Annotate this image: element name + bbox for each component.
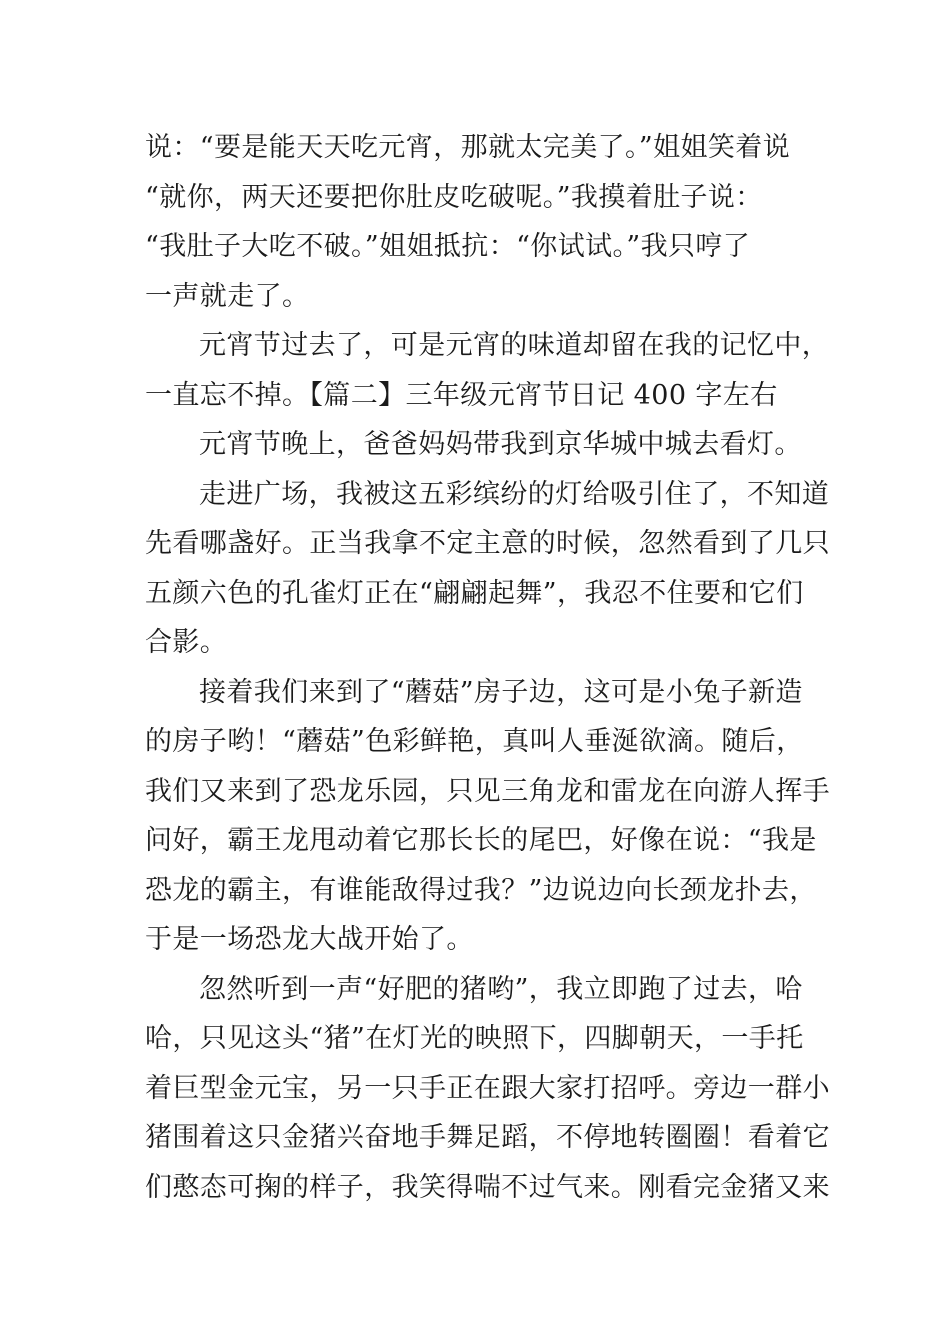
- text-line: 合影。: [145, 627, 228, 658]
- text-line: 问好，霸王龙甩动着它那长长的尾巴，好像在说：“我是: [145, 825, 817, 856]
- text-line: “我肚子大吃不破。”姐姐抵抗：“你试试。”我只哼了: [145, 231, 751, 262]
- body-text: [145, 123, 830, 1212]
- text-line: 们憨态可掬的样子，我笑得喘不过气来。刚看完金猪又来: [145, 1171, 830, 1203]
- text-line: 走进广场，我被这五彩缤纷的灯给吸引住了，不知道: [199, 478, 830, 510]
- text-line: 一直忘不掉。【篇二】三年级元宵节日记 400 字左右: [145, 379, 778, 411]
- text-line: 先看哪盏好。正当我拿不定主意的时候，忽然看到了几只: [145, 528, 830, 559]
- text-line: 恐龙的霸主，有谁能敌得过我？”边说边向长颈龙扑去，: [145, 874, 817, 906]
- text-line: 接着我们来到了“蘑菇”房子边，这可是小兔子新造: [199, 676, 803, 708]
- text-line: 说：“要是能天天吃元宵，那就太完美了。”姐姐笑着说: [145, 132, 791, 163]
- text-line: 五颜六色的孔雀灯正在“翩翩起舞”，我忍不住要和它们: [145, 577, 804, 609]
- text-line: 着巨型金元宝，另一只手正在跟大家打招呼。旁边一群小: [145, 1072, 830, 1104]
- text-line: 于是一场恐龙大战开始了。: [145, 924, 474, 955]
- text-line: 哈，只见这头“猪”在灯光的映照下，四脚朝天，一手托: [145, 1023, 804, 1054]
- text-line: “就你，两天还要把你肚皮吃破呢。”我摸着肚子说：: [145, 181, 763, 213]
- text-line: 元宵节晚上，爸爸妈妈带我到京华城中城去看灯。: [199, 429, 802, 460]
- text-line: 忽然听到一声“好肥的猪哟”，我立即跑了过去，哈: [199, 973, 803, 1005]
- text-line: 的房子哟！“蘑菇”色彩鲜艳，真叫人垂涎欲滴。随后，: [145, 726, 804, 757]
- text-line: 元宵节过去了，可是元宵的味道却留在我的记忆中，: [199, 330, 830, 361]
- text-line: 我们又来到了恐龙乐园，只见三角龙和雷龙在向游人挥手: [145, 775, 830, 807]
- text-line: 猪围着这只金猪兴奋地手舞足蹈，不停地转圈圈！看着它: [145, 1122, 830, 1153]
- text-line: 一声就走了。: [145, 280, 310, 312]
